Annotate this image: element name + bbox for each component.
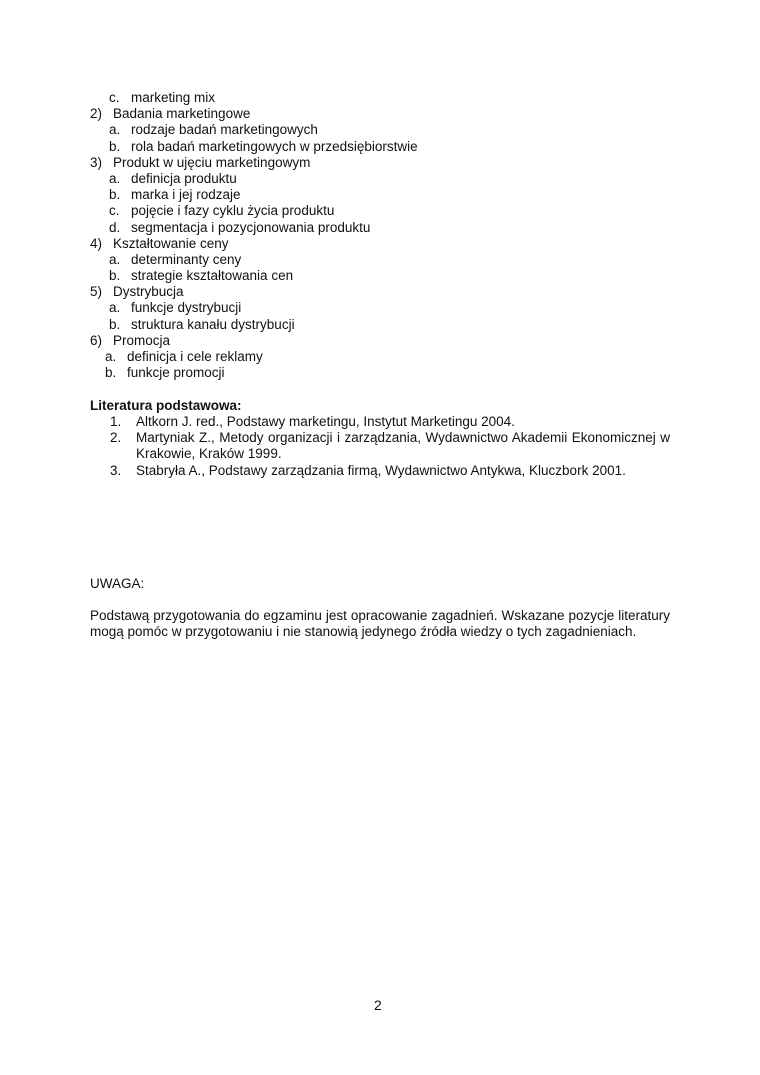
section-marker: 4) <box>90 235 103 251</box>
subitem-marker: b. <box>109 138 121 154</box>
outline-subitem <box>90 268 680 284</box>
literature-text: Altkorn J. red., Podstawy marketingu, Instytut Marketingu 2004. <box>136 414 515 429</box>
section-title: Kształtowanie ceny <box>113 235 229 251</box>
subitem-marker: a. <box>105 349 117 364</box>
subitem-marker: b. <box>109 268 121 284</box>
outline-subitem <box>90 203 680 219</box>
literature-item <box>110 463 670 479</box>
subitem-marker: b. <box>109 187 121 203</box>
section-marker: 2) <box>90 106 103 122</box>
section-marker: 3) <box>90 154 103 170</box>
outline-subitem <box>90 365 680 381</box>
outline-subitem <box>90 139 680 155</box>
subitem-marker: b. <box>109 316 121 332</box>
outline-section <box>90 284 680 300</box>
outline-subitem <box>90 252 680 268</box>
literature-list <box>110 414 670 479</box>
section-title: Promocja <box>113 332 171 348</box>
subitem-marker: b. <box>105 365 117 381</box>
outline-section <box>90 106 680 122</box>
note-paragraph: Podstawą przygotowania do egzaminu jest opracowanie zagadnień. Wskazane pozycje literatury mogą pomóc w przygotowaniu i nie stanowią jedynego źródła wiedzy o tych zagadnieniach. <box>90 608 670 640</box>
literature-text: Martyniak Z., Metody organizacji i zarządzania, Wydawnictwo Akademii Ekonomicznej w Krakowie, Kraków 1999. <box>136 430 670 462</box>
literature-number: 1. <box>110 414 122 429</box>
page-number: 2 <box>374 997 382 1013</box>
subitem-text: rodzaje badań marketingowych <box>131 122 318 138</box>
outline-subitem <box>90 171 680 187</box>
outline-section <box>90 236 680 252</box>
outline-subitem <box>90 317 680 333</box>
literature-item <box>110 430 670 462</box>
subitem-text: rola badań marketingowych w przedsiębiorstwie <box>131 138 418 154</box>
outline-subitem <box>90 349 680 365</box>
literature-heading: Literatura podstawowa: <box>90 398 242 413</box>
outline-subitem <box>90 122 680 138</box>
topic-outline <box>90 90 680 381</box>
outline-section <box>90 155 680 171</box>
section-title: Dystrybucja <box>113 284 184 300</box>
subitem-text: struktura kanału dystrybucji <box>131 316 295 332</box>
subitem-marker: c. <box>109 203 120 219</box>
subitem-text: marketing mix <box>131 90 216 105</box>
subitem-marker: a. <box>109 170 121 186</box>
subitem-marker: d. <box>109 219 121 235</box>
section-marker: 5) <box>90 284 103 300</box>
subitem-text: segmentacja i pozycjonowania produktu <box>131 219 371 235</box>
subitem-marker: a. <box>109 251 121 267</box>
subitem-text: definicja produktu <box>131 170 237 186</box>
section-marker: 6) <box>90 332 103 348</box>
subitem-marker: c. <box>109 90 120 105</box>
subitem-text: determinanty ceny <box>131 251 242 267</box>
section-title: Produkt w ujęciu marketingowym <box>113 154 311 170</box>
note-label: UWAGA: <box>90 576 145 591</box>
subitem-marker: a. <box>109 122 121 138</box>
subitem-text: pojęcie i fazy cyklu życia produktu <box>131 203 335 219</box>
literature-item <box>110 414 670 430</box>
outline-subitem <box>90 300 680 316</box>
subitem-text: definicja i cele reklamy <box>127 349 263 364</box>
subitem-text: marka i jej rodzaje <box>131 187 241 203</box>
literature-number: 2. <box>110 430 122 446</box>
subitem-text: strategie kształtowania cen <box>131 268 294 284</box>
outline-section <box>90 333 680 349</box>
outline-subitem <box>90 90 680 106</box>
literature-number: 3. <box>110 462 122 478</box>
literature-text: Stabryła A., Podstawy zarządzania firmą, Wydawnictwo Antykwa, Kluczbork 2001. <box>136 462 626 478</box>
section-title: Badania marketingowe <box>113 106 251 122</box>
subitem-text: funkcje dystrybucji <box>131 300 242 316</box>
outline-subitem <box>90 220 680 236</box>
subitem-marker: a. <box>109 300 121 316</box>
subitem-text: funkcje promocji <box>127 365 225 381</box>
outline-subitem <box>90 187 680 203</box>
